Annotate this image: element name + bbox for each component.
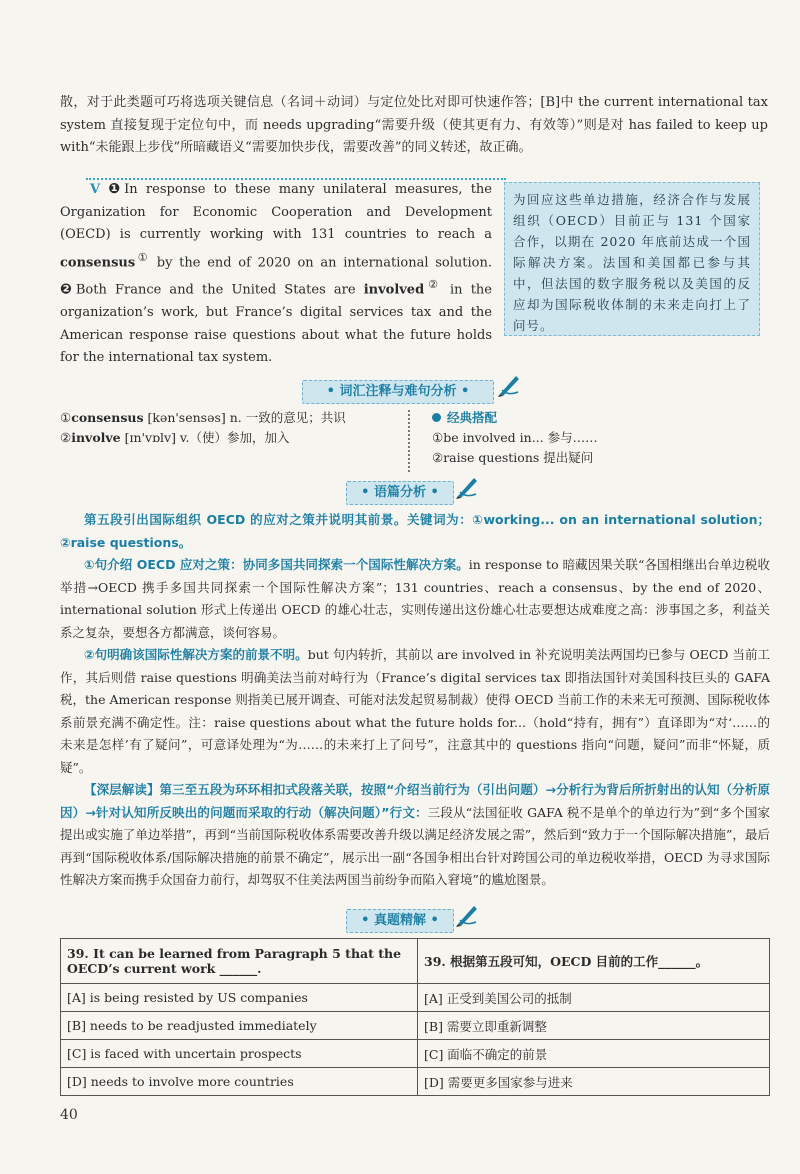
keyword-involved: involved (363, 282, 425, 298)
analysis-sentence-2: ②句明确该国际性解决方案的前景不明。but 句内转折，其前以 are involved in 补充说明美法两国均已参与 OECD 当前工作，其后则借 raise questions 明确美法当前对峙行为（France’s digital services tax 即指法国针对美国科技巨头的 GAFA 税，the American response 则指美已展开调查、可能对法发起贸易制裁）使得 OECD 当前工作的未来无可预测、国际税收体系前景充满不确定性。注：raise questions about what the future holds for...（hold“持有，拥有”）直译即为“对‘……的未来是怎样’有了疑问”，可意译处理为“为……的未来打上了问号”，注意其中的 questions 指向“问题，疑问”而非“怀疑，质疑”。 (60, 647, 770, 775)
option-d-cn: [D] 需要更多国家参与进来 (418, 1068, 770, 1096)
analysis-deep-reading: 【深层解读】第三至五段为环环相扣式段落关联，按照“介绍当前行为（引出问题）→分析行为背后所折射出的认知（分析原因）→针对认知所反映出的问题而采取的行动（解决问题）”行文：三段从“法国征收 GAFA 税不是单个的单边行为”到“多个国家提出或实施了单边举措”，再到“当前国际税收体系需要改善升级以满足经济发展之需”，然后到“致力于一个国际解决措施”，最后再到“国际税收体系/国际解决措施的前景不确定”，展示出一副“各国争相出台针对跨国公司的单边税收举措，OECD 为寻求国际性解决方案而携手众国奋力前行，却驾驭不住美法两国当前纷争而陷入窘境”的尴尬图景。 (60, 782, 770, 887)
vocab-definition: [kən'sensəs] n. 一致的意见；共识 (143, 410, 346, 425)
sentence-2-part-b: in the organization’s work, but France’s digital services tax and the American response raise questions about what the future holds for the international tax system. (60, 282, 492, 366)
vocab-list (60, 408, 400, 448)
collocation-item: ②raise questions 提出疑问 (432, 450, 594, 465)
paragraph-label: V (90, 182, 101, 197)
analysis-sentence-1: ①句介绍 OECD 应对之策：协同多国共同探索一个国际性解决方案。in response to 暗藏因果关联“各国相继出台单边税收举措→OECD 携手多国共同探索一个国际性解决方案”；131 countries、reach a consensus、by the end of 2020、international solution 形式上传递出 OECD 的雄心壮志，实则传递出这份雄心壮志要想达成难度之高：涉事国之多，利益关系之复杂，要想各方都满意，谈何容易。 (60, 557, 770, 640)
vocab-word: consensus (71, 410, 144, 425)
sentence-1-part-b: by the end of 2020 on an international solution. (150, 254, 492, 270)
vocab-number: ① (60, 410, 72, 425)
analysis-summary: 第五段引出国际组织 OECD 的应对之策并说明其前景。关键词为：①working... on an international solution；②raise questions。 (60, 512, 770, 550)
option-a-cn: [A] 正受到美国公司的抵制 (418, 984, 770, 1012)
question-stem-en: 39. It can be learned from Paragraph 5 that the OECD’s current work ______. (61, 939, 418, 984)
option-b-cn: [B] 需要立即重新调整 (418, 1012, 770, 1040)
sentence-1-number: ❶ (104, 181, 125, 197)
sentence-1-part-a: In response to these many unilateral measures, the Organization for Economic Cooperation and Development (OECD) is currently working with 131 countries to reach a (60, 182, 492, 242)
discourse-analysis (60, 509, 770, 892)
option-c-en: [C] is faced with uncertain prospects (61, 1040, 418, 1068)
sentence-2-number: ❷ (60, 281, 76, 298)
vocab-number: ② (60, 430, 72, 445)
keyword-consensus: consensus (60, 254, 136, 270)
vocab-item (60, 408, 400, 428)
page-number: 40 (60, 1107, 78, 1123)
collocation-list (432, 408, 762, 468)
pen-icon (496, 372, 522, 398)
option-row (61, 1068, 770, 1096)
section-discourse-banner: • 语篇分析 • (346, 481, 454, 505)
vocab-divider (408, 410, 418, 472)
passage-english (60, 178, 492, 370)
passage-translation: 为回应这些单边措施，经济合作与发展组织（OECD）目前正与 131 个国家合作，以期在 2020 年底前达成一个国际解决方案。法国和美国都已参与其中，但法国的数字服务税以及美国的反应却为国际税收体制的未来走向打上了问号。 (504, 182, 760, 336)
vocab-word: involve (71, 430, 121, 445)
option-b-en: [B] needs to be readjusted immediately (61, 1012, 418, 1040)
vocab-definition: [ɪn'vɒlv] v.（使）参加，加入 (120, 430, 290, 445)
pen-icon (454, 902, 480, 928)
question-stem-cn: 39. 根据第五段可知，OECD 目前的工作______。 (418, 939, 770, 984)
option-a-en: [A] is being resisted by US companies (61, 984, 418, 1012)
passage-block (60, 178, 772, 366)
vocab-item (60, 428, 400, 448)
sentence-2-part-a: Both France and the United States are (75, 282, 364, 298)
collocation-heading: 经典搭配 (432, 408, 762, 428)
question-table (60, 938, 770, 1096)
intro-paragraph: 散，对于此类题可巧将选项关键信息（名词＋动词）与定位处比对即可快速作答；[B]中 the current international tax system 直接复现于定位句中，而 needs upgrading“需要升级（使其更有力、有效等）”则是对 has failed to keep up with“未能跟上步伐”所暗藏语义“需要加快步伐，需要改善”的同义转述，故正确。 (60, 95, 768, 155)
note-marker-1: ① (135, 250, 151, 264)
option-c-cn: [C] 面临不确定的前景 (418, 1040, 770, 1068)
section-exam-banner: • 真题精解 • (346, 909, 454, 933)
section-vocab-banner: • 词汇注释与难句分析 • (302, 380, 494, 404)
option-row (61, 984, 770, 1012)
pen-icon (454, 474, 480, 500)
question-stem-row (61, 939, 770, 984)
option-row (61, 1040, 770, 1068)
collocation-item: ①be involved in... 参与…… (432, 430, 598, 445)
note-marker-2: ② (424, 278, 442, 292)
bullet-icon (432, 413, 441, 422)
option-d-en: [D] needs to involve more countries (61, 1068, 418, 1096)
option-row (61, 1012, 770, 1040)
